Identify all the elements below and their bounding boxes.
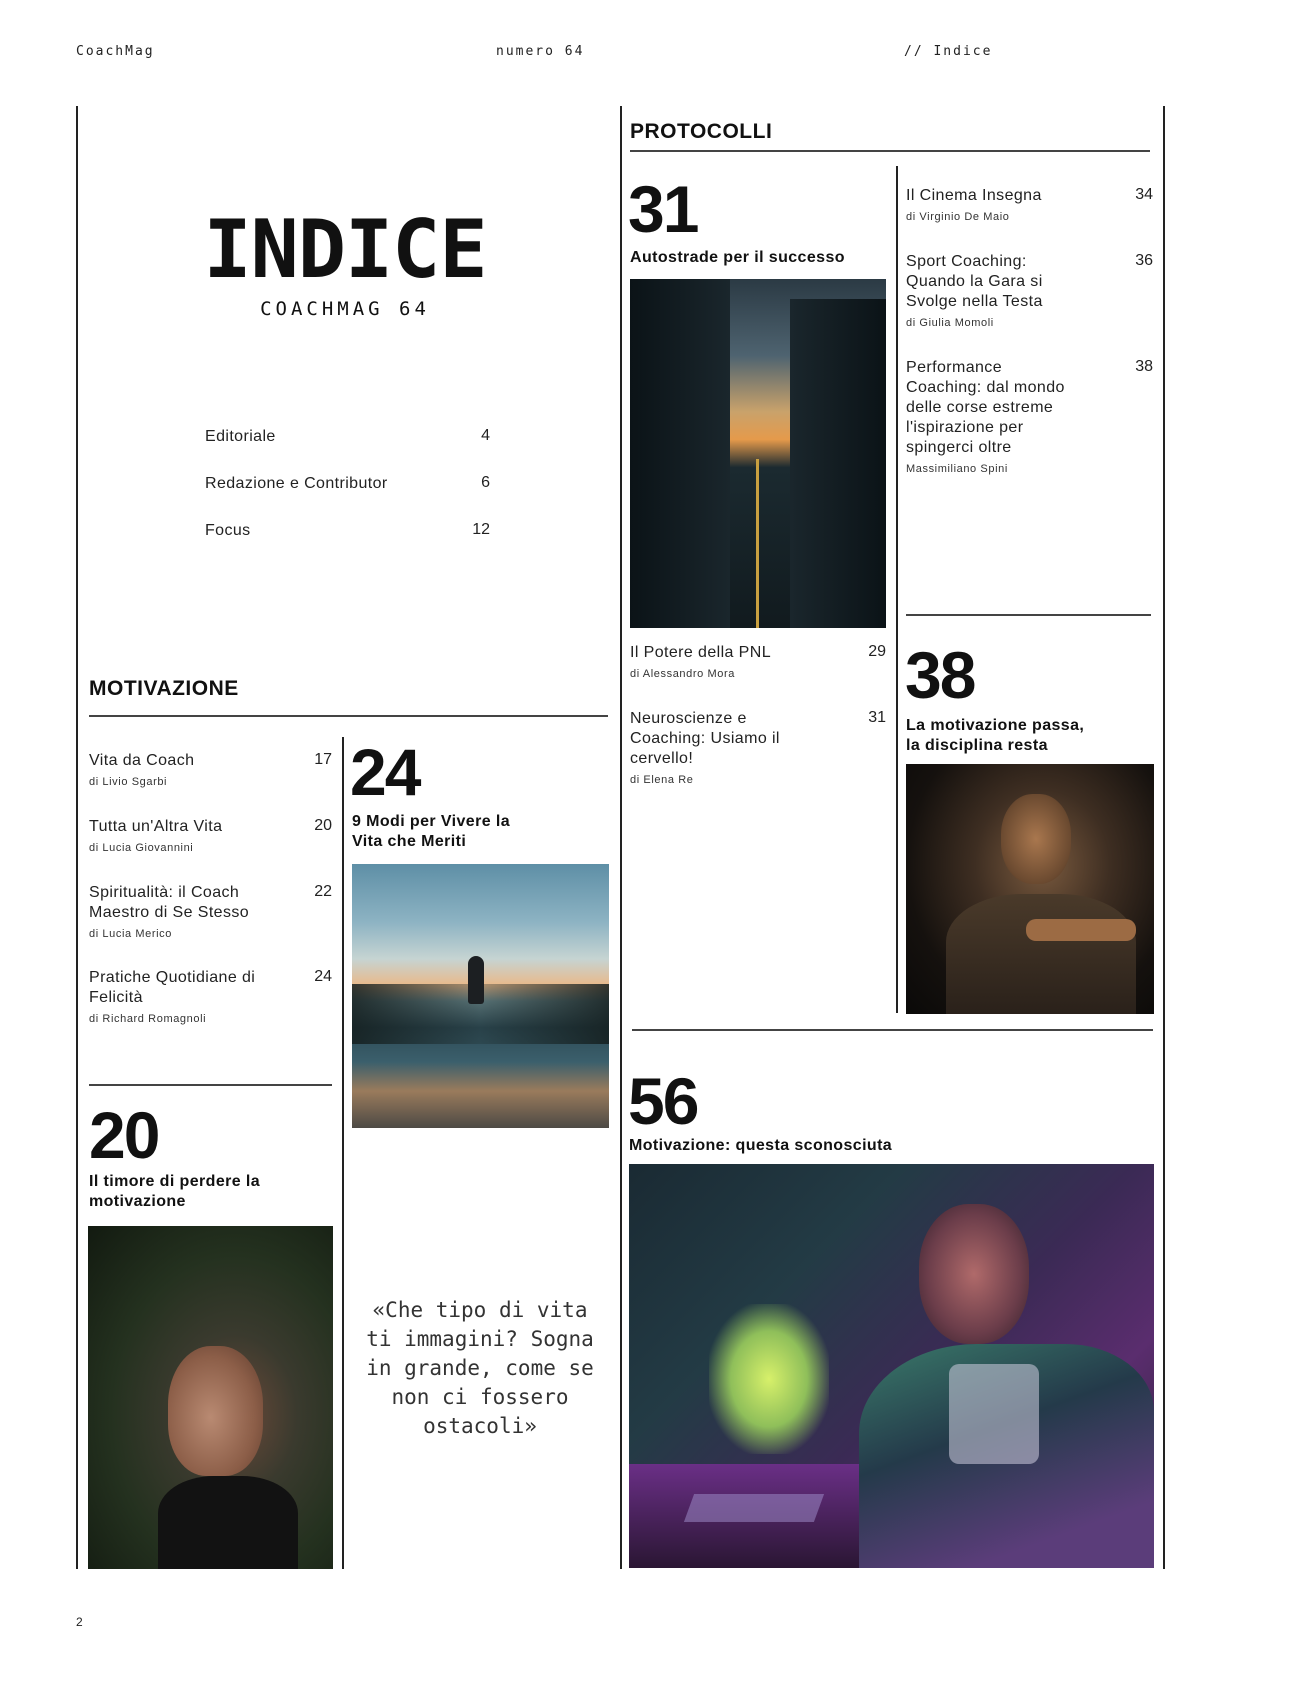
toc-item[interactable] xyxy=(89,817,332,883)
column-rule-right xyxy=(1163,106,1165,1569)
toc-item-title: Pratiche Quotidiane di Felicità xyxy=(89,969,256,1006)
feature-rule-38 xyxy=(906,614,1151,616)
toc-item[interactable] xyxy=(205,521,490,568)
toc-item[interactable] xyxy=(906,252,1153,358)
toc-item-title: Performance Coaching: dal mondo delle corse estreme l'ispirazione per spingerci oltre xyxy=(906,359,1065,456)
section-heading-motivazione: MOTIVAZIONE xyxy=(89,677,239,700)
toc-item-title: Tutta un'Altra Vita xyxy=(89,818,223,835)
toc-item[interactable] xyxy=(89,968,332,1053)
toc-item-author: Massimiliano Spini xyxy=(906,463,1008,475)
intro-list xyxy=(205,427,490,568)
toc-item-page: 36 xyxy=(1135,252,1153,269)
toc-item-author: di Elena Re xyxy=(630,774,694,786)
toc-item-page: 6 xyxy=(481,474,490,491)
toc-item-title: Vita da Coach xyxy=(89,752,195,769)
city-street-photo xyxy=(630,279,886,628)
pull-quote: «Che tipo di vita ti immagini? Sogna in grande, come se non ci fossero ostacoli» xyxy=(366,1298,594,1438)
feature-title-31[interactable]: Autostrade per il successo xyxy=(630,249,845,266)
toc-item-author: di Alessandro Mora xyxy=(630,668,735,680)
man-desk-photo xyxy=(629,1164,1154,1568)
toc-item-author: di Lucia Merico xyxy=(89,928,172,940)
toc-item-author: di Giulia Momoli xyxy=(906,317,994,329)
toc-item-title: Il Cinema Insegna xyxy=(906,187,1042,204)
toc-item-page: 29 xyxy=(868,643,886,660)
toc-item-page: 4 xyxy=(481,427,490,444)
feature-title-24[interactable]: 9 Modi per Vivere la Vita che Meriti xyxy=(352,813,510,850)
toc-item-page: 17 xyxy=(314,751,332,768)
column-rule-center xyxy=(620,106,622,1569)
feature-number-24: 24 xyxy=(350,735,420,809)
section-heading-protocolli: PROTOCOLLI xyxy=(630,120,773,143)
toc-item[interactable] xyxy=(906,358,1153,484)
motivazione-list xyxy=(89,751,332,1053)
feature-number-38: 38 xyxy=(905,638,975,712)
page-number: 2 xyxy=(76,1615,83,1629)
toc-item[interactable] xyxy=(630,709,886,794)
page-subtitle: COACHMAG 64 xyxy=(260,298,430,320)
section-rule-motivazione xyxy=(89,715,608,717)
toc-item-author: di Livio Sgarbi xyxy=(89,776,168,788)
section-rule-protocolli xyxy=(630,150,1150,152)
feature-title-38[interactable]: La motivazione passa, la disciplina resta xyxy=(906,717,1085,754)
toc-item-title: Redazione e Contributor xyxy=(205,475,388,492)
toc-item-page: 38 xyxy=(1135,358,1153,375)
toc-item[interactable] xyxy=(205,427,490,474)
toc-item-author: di Lucia Giovannini xyxy=(89,842,194,854)
toc-item-author: di Virginio De Maio xyxy=(906,211,1010,223)
toc-item[interactable] xyxy=(630,643,886,709)
header-issue: numero 64 xyxy=(496,44,585,59)
header-brand: CoachMag xyxy=(76,44,155,59)
header-section: // Indice xyxy=(904,44,993,59)
toc-item[interactable] xyxy=(89,883,332,968)
toc-item-title: Spiritualità: il Coach Maestro di Se Stesso xyxy=(89,884,250,921)
page-title: INDICE xyxy=(203,203,487,296)
toc-item[interactable] xyxy=(906,186,1153,252)
toc-item-page: 31 xyxy=(868,709,886,726)
feature-title-20[interactable]: Il timore di perdere la motivazione xyxy=(89,1173,261,1210)
toc-item-page: 24 xyxy=(314,968,332,985)
woman-portrait-photo xyxy=(88,1226,333,1569)
feature-rule-56 xyxy=(632,1029,1153,1031)
toc-item[interactable] xyxy=(89,751,332,817)
toc-item-title: Focus xyxy=(205,522,251,539)
protocolli-list-right xyxy=(906,186,1153,484)
toc-item-title: Editoriale xyxy=(205,428,276,445)
column-rule-motivazione xyxy=(342,737,344,1569)
protocolli-list-left xyxy=(630,643,886,794)
toc-item-author: di Richard Romagnoli xyxy=(89,1013,207,1025)
toc-item-title: Il Potere della PNL xyxy=(630,644,772,661)
toc-item-page: 22 xyxy=(314,883,332,900)
toc-item-page: 20 xyxy=(314,817,332,834)
column-rule-left xyxy=(76,106,78,1569)
toc-item-title: Sport Coaching: Quando la Gara si Svolge nella Testa xyxy=(906,253,1043,310)
man-tattoo-photo xyxy=(906,764,1154,1014)
toc-item-page: 12 xyxy=(472,521,490,538)
feature-number-31: 31 xyxy=(628,172,698,246)
toc-item[interactable] xyxy=(205,474,490,521)
runner-photo xyxy=(352,864,609,1128)
toc-item-title: Neuroscienze e Coaching: Usiamo il cervello! xyxy=(630,710,780,767)
column-rule-protocolli xyxy=(896,166,898,1013)
toc-item-page: 34 xyxy=(1135,186,1153,203)
feature-rule-20 xyxy=(89,1084,332,1086)
feature-number-56: 56 xyxy=(628,1064,698,1138)
feature-title-56[interactable]: Motivazione: questa sconosciuta xyxy=(629,1137,893,1154)
feature-number-20: 20 xyxy=(89,1098,159,1172)
